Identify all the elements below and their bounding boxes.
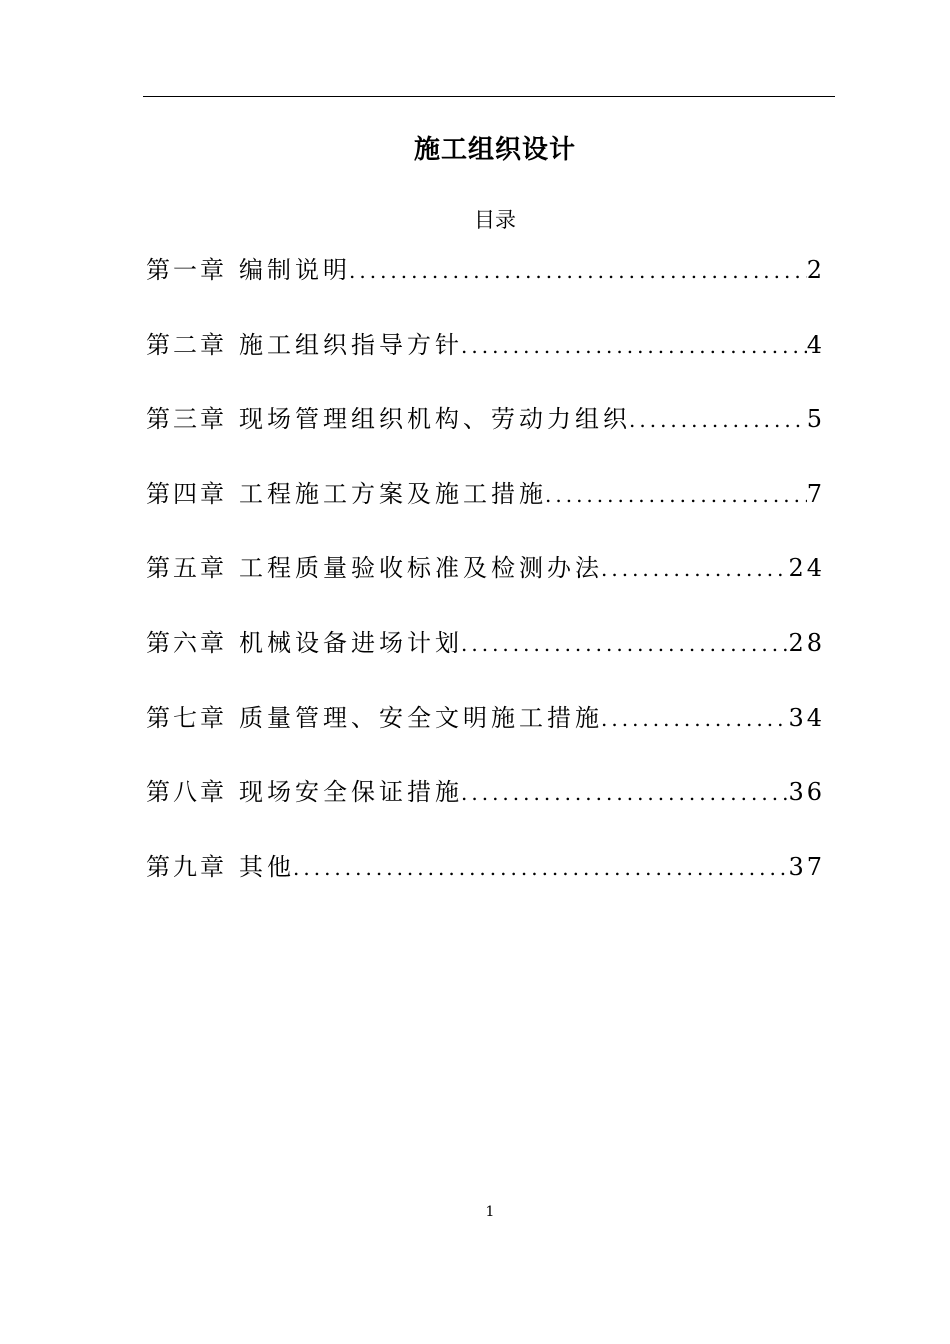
toc-page-number: 2 [806, 256, 825, 284]
toc-page-number: 37 [788, 852, 825, 881]
toc-chapter-number: 第七章 [146, 703, 227, 732]
toc-chapter-number: 第二章 [146, 330, 227, 359]
toc-entry[interactable] [146, 550, 825, 625]
toc-entry[interactable] [146, 849, 825, 924]
toc-page-number: 28 [788, 628, 825, 657]
toc-page-number: 7 [806, 479, 825, 508]
toc-chapter-number: 第五章 [146, 554, 227, 583]
toc-dot-leader [601, 551, 788, 587]
toc-chapter-title: 施工组织指导方针 [239, 330, 463, 359]
toc-dot-leader [601, 701, 788, 737]
toc-chapter-number: 第一章 [146, 256, 227, 284]
toc-page-number: 5 [806, 405, 825, 434]
toc-chapter-title: 编制说明 [239, 256, 351, 284]
toc-chapter-number: 第六章 [146, 628, 227, 657]
toc-chapter-number: 第九章 [146, 852, 227, 881]
table-of-contents [146, 252, 825, 923]
toc-page-number: 36 [788, 778, 825, 807]
toc-dot-leader [461, 775, 788, 811]
toc-dot-leader [349, 253, 807, 289]
toc-page-number: 34 [788, 703, 825, 732]
toc-entry[interactable] [146, 327, 825, 402]
toc-entry[interactable] [146, 774, 825, 849]
toc-chapter-title: 质量管理、安全文明施工措施 [239, 703, 603, 732]
toc-entry[interactable] [146, 401, 825, 476]
toc-entry[interactable] [146, 252, 825, 327]
toc-entry[interactable] [146, 700, 825, 775]
toc-heading: 目录 [474, 208, 516, 232]
toc-chapter-title: 工程质量验收标准及检测办法 [239, 554, 603, 583]
toc-dot-leader [461, 328, 807, 364]
toc-dot-leader [461, 626, 788, 662]
toc-entry[interactable] [146, 625, 825, 700]
toc-chapter-title: 机械设备进场计划 [239, 628, 463, 657]
toc-chapter-title: 现场管理组织机构、劳动力组织 [239, 405, 631, 434]
toc-chapter-title: 现场安全保证措施 [239, 778, 463, 807]
toc-page-number: 24 [788, 554, 825, 583]
toc-chapter-number: 第八章 [146, 778, 227, 807]
toc-entry[interactable] [146, 476, 825, 551]
toc-chapter-number: 第三章 [146, 405, 227, 434]
document-title: 施工组织设计 [413, 135, 576, 165]
header-rule [143, 96, 835, 97]
page-number: 1 [485, 1204, 495, 1220]
toc-chapter-title: 其他 [239, 852, 295, 881]
toc-dot-leader [293, 850, 788, 886]
toc-chapter-number: 第四章 [146, 479, 227, 508]
toc-page-number: 4 [806, 330, 825, 359]
toc-dot-leader [545, 477, 807, 513]
toc-dot-leader [629, 402, 807, 438]
toc-chapter-title: 工程施工方案及施工措施 [239, 479, 547, 508]
